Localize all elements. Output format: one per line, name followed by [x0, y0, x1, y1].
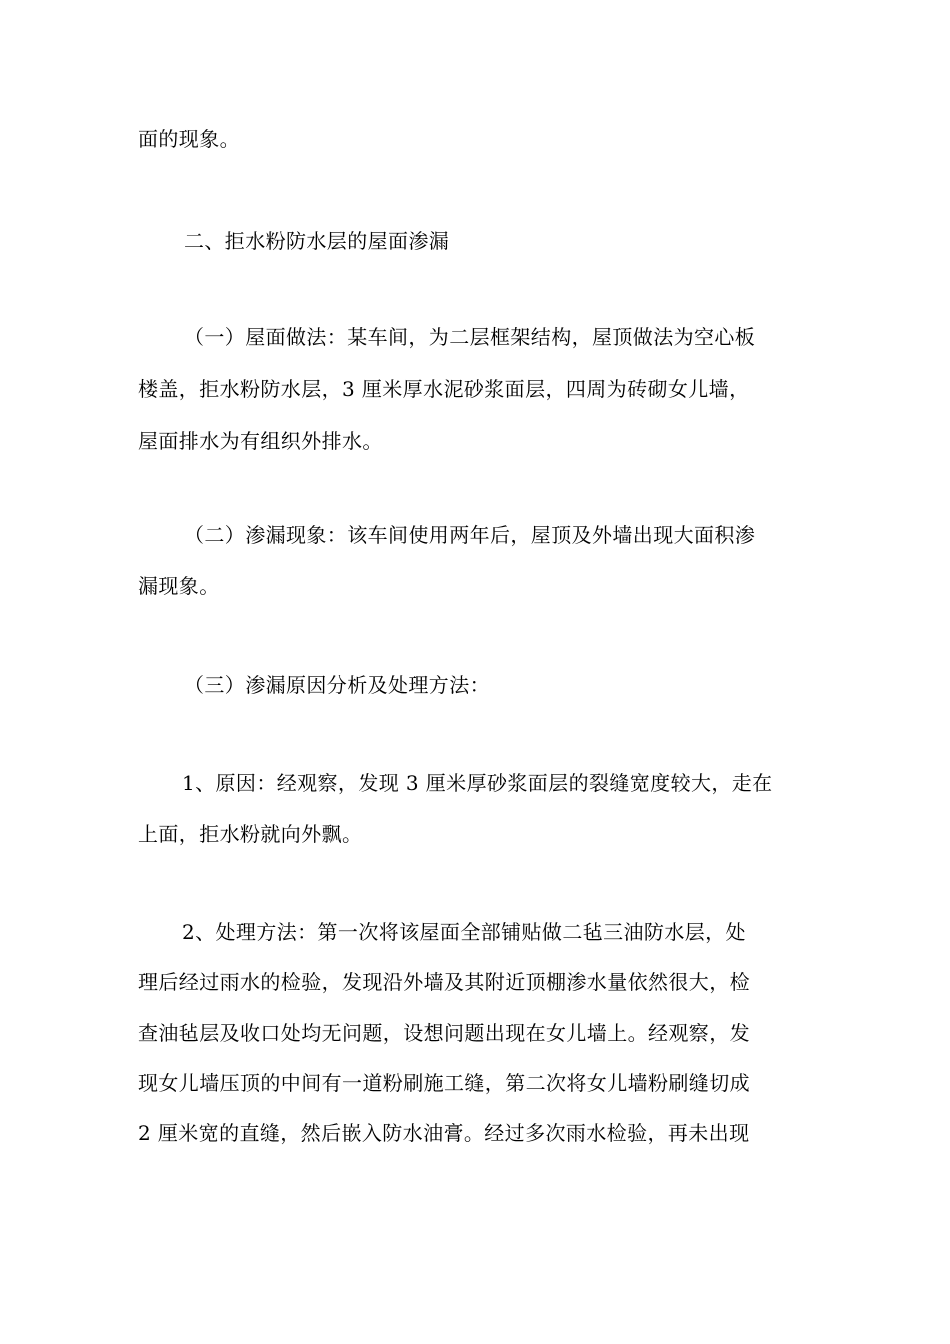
paragraph-line: 上面，拒水粉就向外飘。 — [138, 822, 363, 846]
paragraph-line: 1、原因：经观察，发现 3 厘米厚砂浆面层的裂缝宽度较大，走在 — [182, 771, 773, 795]
paragraph-line: （二）渗漏现象：该车间使用两年后，屋顶及外墙出现大面积渗 — [184, 523, 756, 547]
paragraph-line: 2、处理方法：第一次将该屋面全部铺贴做二毡三油防水层，处 — [182, 920, 746, 944]
paragraph-line: 楼盖，拒水粉防水层，3 厘米厚水泥砂浆面层，四周为砖砌女儿墙， — [138, 377, 750, 401]
paragraph-line: （一）屋面做法：某车间，为二层框架结构，屋顶做法为空心板 — [184, 325, 756, 349]
paragraph-line: 漏现象。 — [138, 574, 220, 598]
paragraph-line: 现女儿墙压顶的中间有一道粉刷施工缝，第二次将女儿墙粉刷缝切成 — [138, 1071, 750, 1095]
text-line: 面的现象。 — [138, 127, 240, 151]
section-heading: 二、拒水粉防水层的屋面渗漏 — [184, 229, 450, 253]
paragraph-line: 屋面排水为有组织外排水。 — [138, 429, 383, 453]
paragraph-line: 2 厘米宽的直缝，然后嵌入防水油膏。经过多次雨水检验，再未出现 — [138, 1121, 750, 1145]
paragraph-line: 理后经过雨水的检验，发现沿外墙及其附近顶棚渗水量依然很大，检 — [138, 970, 750, 994]
subsection-heading: （三）渗漏原因分析及处理方法： — [184, 673, 490, 697]
paragraph-line: 查油毡层及收口处均无问题，设想问题出现在女儿墙上。经观察，发 — [138, 1021, 750, 1045]
